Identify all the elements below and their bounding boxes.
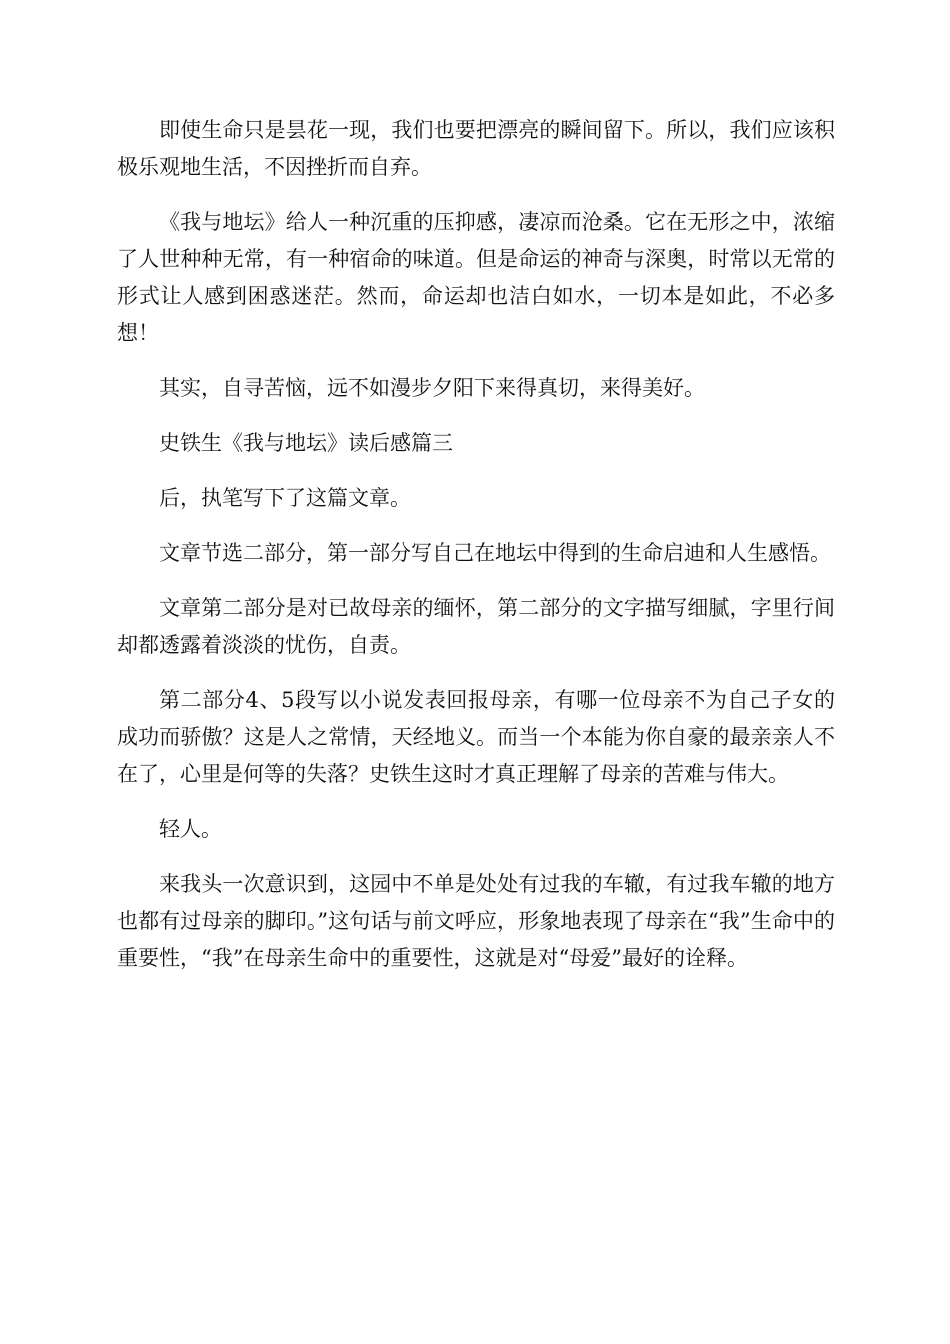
paragraph-9: 轻人。 xyxy=(159,817,222,841)
paragraph-8: 第二部分4、5段写以小说发表回报母亲，有哪一位母亲不为自己子女的成功而骄傲？这是人之常情，天经地义。而当一个本能为你自豪的最亲亲人不在了，心里是何等的失落？史铁生这时才真正理解了母亲的苦难与伟大。 xyxy=(117,688,835,786)
paragraph-1: 即使生命只是昙花一现，我们也要把漂亮的瞬间留下。所以，我们应该积极乐观地生活，不因挫折而自弃。 xyxy=(117,118,835,179)
section-heading: 史铁生《我与地坛》读后感篇三 xyxy=(159,431,453,455)
paragraph-5: 后，执笔写下了这篇文章。 xyxy=(159,486,411,510)
document-body xyxy=(117,112,835,995)
paragraph-7: 文章第二部分是对已故母亲的缅怀，第二部分的文字描写细腻，字里行间却都透露着淡淡的忧伤，自责。 xyxy=(117,596,835,657)
paragraph-10: 来我头一次意识到，这园中不单是处处有过我的车辙，有过我车辙的地方也都有过母亲的脚印。”这句话与前文呼应，形象地表现了母亲在“我”生命中的重要性，“我”在母亲生命中的重要性，这就是对“母爱”最好的诠释。 xyxy=(117,872,835,970)
paragraph-2: 《我与地坛》给人一种沉重的压抑感，凄凉而沧桑。它在无形之中，浓缩了人世种种无常，有一种宿命的味道。但是命运的神奇与深奥，时常以无常的形式让人感到困惑迷茫。然而，命运却也洁白如水，一切本是如此，不必多想！ xyxy=(117,210,835,345)
paragraph-3: 其实，自寻苦恼，远不如漫步夕阳下来得真切，来得美好。 xyxy=(159,376,705,400)
paragraph-6: 文章节选二部分，第一部分写自己在地坛中得到的生命启迪和人生感悟。 xyxy=(159,541,831,565)
